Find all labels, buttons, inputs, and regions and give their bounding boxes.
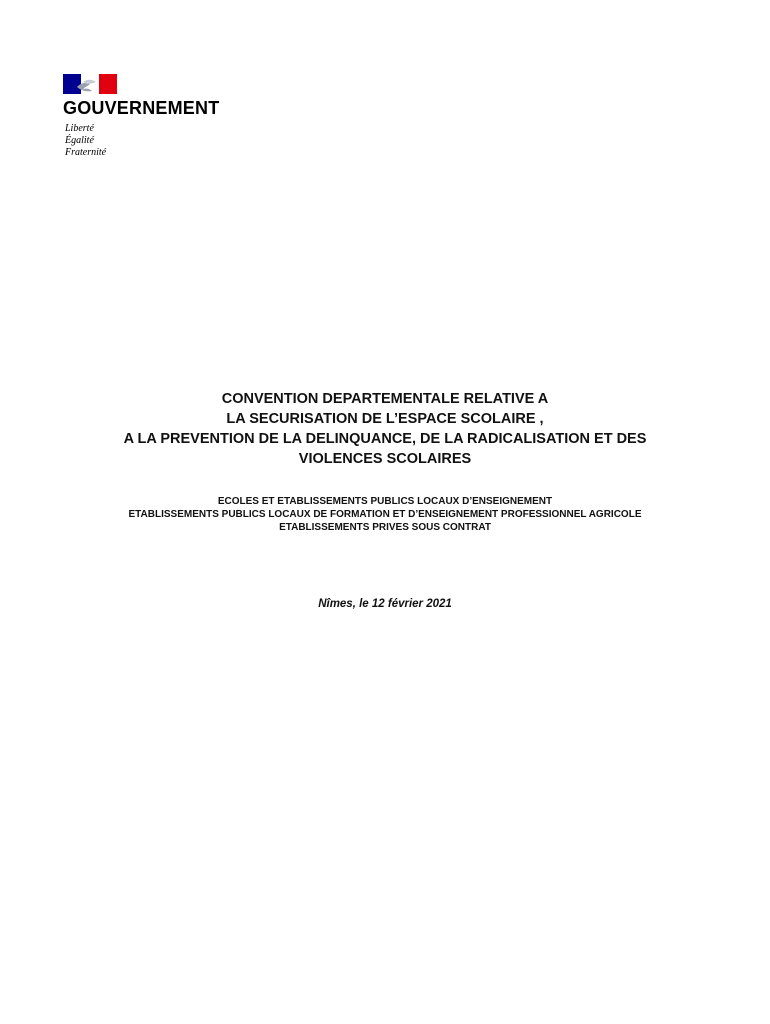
document-title — [0, 389, 770, 469]
motto-liberte: Liberté — [65, 123, 94, 134]
logo-wordmark: GOUVERNEMENT — [63, 98, 220, 118]
motto-fraternite: Fraternité — [65, 147, 107, 158]
subtitle-line: ECOLES ET ETABLISSEMENTS PUBLICS LOCAUX D’ENSEIGNEMENT — [217, 496, 553, 507]
title-line: A LA PREVENTION DE LA DELINQUANCE, DE LA RADICALISATION ET DES — [123, 431, 647, 447]
document-subtitle — [0, 495, 770, 534]
motto-egalite: Égalité — [65, 135, 94, 146]
subtitle-line: ETABLISSEMENTS PUBLICS LOCAUX DE FORMATION ET D’ENSEIGNEMENT PROFESSIONNEL AGRICOLE — [128, 509, 642, 520]
document-date: Nîmes, le 12 février 2021 — [318, 598, 452, 610]
title-line: CONVENTION DEPARTEMENTALE RELATIVE A — [221, 391, 549, 407]
government-logo — [63, 74, 263, 159]
title-line: LA SECURISATION DE L’ESPACE SCOLAIRE , — [226, 411, 544, 427]
republic-motto — [65, 123, 263, 159]
subtitle-line: ETABLISSEMENTS PRIVES SOUS CONTRAT — [279, 522, 491, 533]
marianne-flag-icon — [63, 74, 117, 94]
title-line: VIOLENCES SCOLAIRES — [298, 451, 472, 467]
